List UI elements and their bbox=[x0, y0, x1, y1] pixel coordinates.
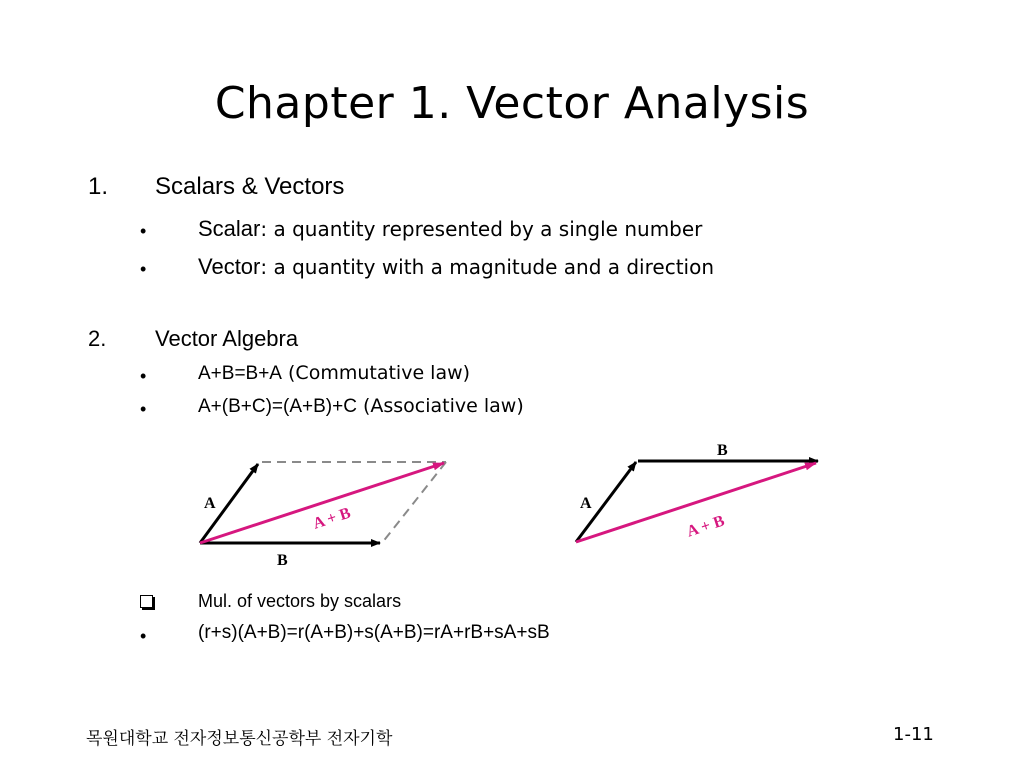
checkbox-bullet-icon bbox=[140, 595, 153, 608]
section1-heading: Scalars & Vectors bbox=[155, 173, 345, 200]
associative-note: (Associative law) bbox=[356, 395, 524, 417]
bullet-icon: • bbox=[140, 626, 147, 646]
section2-heading: Vector Algebra bbox=[155, 326, 299, 351]
commutative-formula: A+B=B+A bbox=[198, 363, 282, 384]
scalar-definition-text: : a quantity represented by a single number bbox=[260, 217, 703, 241]
vector-term: Vector bbox=[198, 254, 261, 279]
bullet-icon: • bbox=[140, 259, 147, 279]
vector-definition-text: : a quantity with a magnitude and a direction bbox=[260, 255, 715, 279]
vector-sum-arrow bbox=[200, 463, 444, 543]
mul-heading: Mul. of vectors by scalars bbox=[198, 591, 402, 611]
slide-title: Chapter 1. Vector Analysis bbox=[214, 78, 810, 129]
section1-number: 1. bbox=[88, 173, 109, 200]
bullet-icon: • bbox=[140, 221, 147, 241]
label-b: B bbox=[717, 442, 728, 459]
bullet-icon: • bbox=[140, 366, 147, 386]
commutative-note: (Commutative law) bbox=[281, 362, 471, 384]
label-b: B bbox=[277, 552, 288, 569]
footer-course: 목원대학교 전자정보통신공학부 전자기학 bbox=[86, 729, 393, 749]
associative-formula: A+(B+C)=(A+B)+C bbox=[198, 396, 357, 417]
section2-number: 2. bbox=[88, 326, 107, 351]
label-a: A bbox=[204, 495, 216, 512]
scalar-term: Scalar bbox=[198, 216, 261, 241]
label-sum: A + B bbox=[310, 504, 353, 533]
page-number: 1-11 bbox=[893, 724, 934, 745]
bullet-icon: • bbox=[140, 399, 147, 419]
mul-formula: (r+s)(A+B)=r(A+B)+s(A+B)=rA+rB+sA+sB bbox=[198, 622, 550, 643]
label-sum: A + B bbox=[684, 512, 727, 541]
label-a: A bbox=[580, 495, 592, 512]
